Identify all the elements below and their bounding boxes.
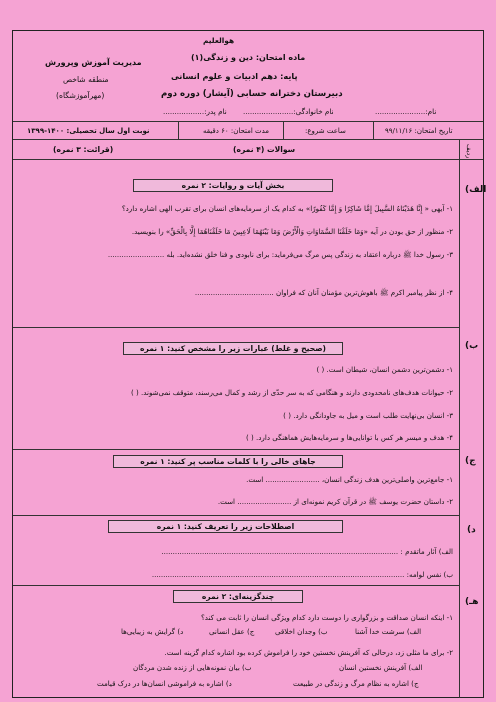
section-d-title: اصطلاحات زیر را تعریف کنید: ۱ نمره [108,520,343,533]
section-c-title: جاهای خالی را با کلمات مناسب پر کنید: ۱ نمره [113,455,343,468]
section-b-q3: ۳- انسان بی‌نهایت طلب است و میل به جاودانگی دارد. ( ) [283,411,453,420]
section-c-q1: ۱- جامع‌ترین واصلی‌ترین هدف زندگی انسان، ........................ است. [246,475,453,484]
section-a-q2: ۲- منظور از حق بودن در آیه «وَمَا خَلَقْنَا السَّمَاوَاتِ وَالْأَرْضَ وَمَا بَيْنَهُمَا لَاعِبِينَ مَا خَلَقْنَاهُمَا إِلَّا بِالْحَقِّ» را بنویسید. [131,227,453,236]
section-e-q1: ۱- اینکه انسان صداقت و بزرگواری را دوست دارد کدام ویژگی انسان را ثابت می کند؟ [201,613,453,622]
start-time: ساعت شروع: [305,127,346,135]
section-b-q2: ۲- حیوانات هدف‌های نامحدودی دارند و هنگامی که به سر حدّی از رشد و کمال می‌رسند، متوقف نمی‌شوند. ( ) [130,388,453,397]
questions-label: سوالات (۴ نمره) [233,145,296,154]
student-name: نام:...................... [375,107,437,116]
row-column-label: ردیف [465,144,473,159]
section-e-title: چندگزینه‌ای: ۲ نمره [173,590,303,603]
section-a-title: بخش آیات و روایات: ۲ نمره [133,179,333,192]
reading-label: (قرائت: ۳ نمره) [53,145,114,154]
section-a-q4: ۴- از نظر پیامبر اکرم ﷺ باهوش‌ترین مؤمنان آنان که فراوان ................................... [194,288,453,297]
q1-option-b: ب) وجدان اخلاقی [275,627,328,636]
q1-option-a: الف) سرشت خدا آشنا [355,627,422,636]
bismillah: هوالعلیم [203,36,235,45]
q1-option-d: د) گرایش به زیبایی‌ها [121,627,184,636]
section-letter-e: هـ) [465,597,479,607]
section-letter-d: د) [467,525,476,535]
q2-option-b: ب) بیان نمونه‌هایی از زنده شدن مردگان [133,663,252,672]
section-letter-b: ب) [465,341,479,351]
subject-line: ماده امتحان: دین و زندگی(۱) [191,53,306,62]
father-name: نام پدر:.................. [163,107,227,116]
section-a-q3: ۳- رسول خدا ﷺ درباره اعتقاد به زندگی پس مرگ می‌فرماید: برای نابودی و فنا خلق نشده‌اید. بله ......................... [107,250,453,259]
region-line: منطقه شاخص [63,75,109,84]
section-d-q1: الف) آثار ماتقدم : ......................................................................................................... [161,547,453,556]
q1-option-c: ج) عقل انسانی [209,627,255,636]
exam-period: نوبت اول سال تحصیلی: ۱۴۰۰-۱۳۹۹ [27,127,150,135]
ministry-line: مدیریت آموزش وپرورش [45,58,142,67]
section-e-q2: ۲- برای ما مثلی زد، درحالی که آفرینش نخستین خود را فراموش کرده بود اشاره کدام گزینه است. [164,648,453,657]
student-family: نام خانوادگی:...................... [243,107,334,116]
exam-duration: مدت امتحان: ۶۰ دقیقه [203,127,270,135]
exam-date: تاریخ امتحان: ۹۹/۱۱/۱۶ [385,127,453,135]
section-b-title: (صحیح و غلط) عبارات زیر را مشخص کنید: ۱ نمره [123,342,343,355]
section-c-q2: ۲- داستان حضرت یوسف ﷺ در قرآن کریم نمونه‌ای از ........................ است. [217,497,453,506]
section-letter-a: الف) [465,185,487,195]
section-a-q1: ۱- آیهی « إِنَّا هَدَيْنَاهُ السَّبِيلَ إِمَّا شَاكِرًا وَ إِمَّا كَفُورًا» به کدام یک از سرمایه‌های انسان برای تقرب الهی اشاره دارد؟ [121,204,453,213]
q2-option-d: د) اشاره به فراموشی انسان‌ها در درک قیامت [97,679,232,688]
grade-line: پایه: دهم ادبیات و علوم انسانی [171,71,298,81]
section-d-q2: ب) نفس لوامه: ................................................................................................................ [151,570,453,579]
section-b-q1: ۱- دشمن‌ترین دشمن انسان، شیطان است. ( ) [316,365,453,374]
q2-option-c: ج) اشاره به نظام مرگ و زندگی در طبیعت [293,679,419,688]
school-seal-line: (مهرآموزشگاه) [56,91,105,100]
exam-sheet [12,30,487,698]
section-letter-c: ج) [465,456,476,466]
q2-option-a: الف) آفرینش نخستین انسان [339,663,423,672]
school-line: دبیرستان دخترانه حسابی (آیشار) دوره دوم [161,89,343,99]
section-b-q4: ۴- هدف و میسر هر کس با توانایی‌ها و سرمایه‌هایش هماهنگی دارد. ( ) [245,433,453,442]
